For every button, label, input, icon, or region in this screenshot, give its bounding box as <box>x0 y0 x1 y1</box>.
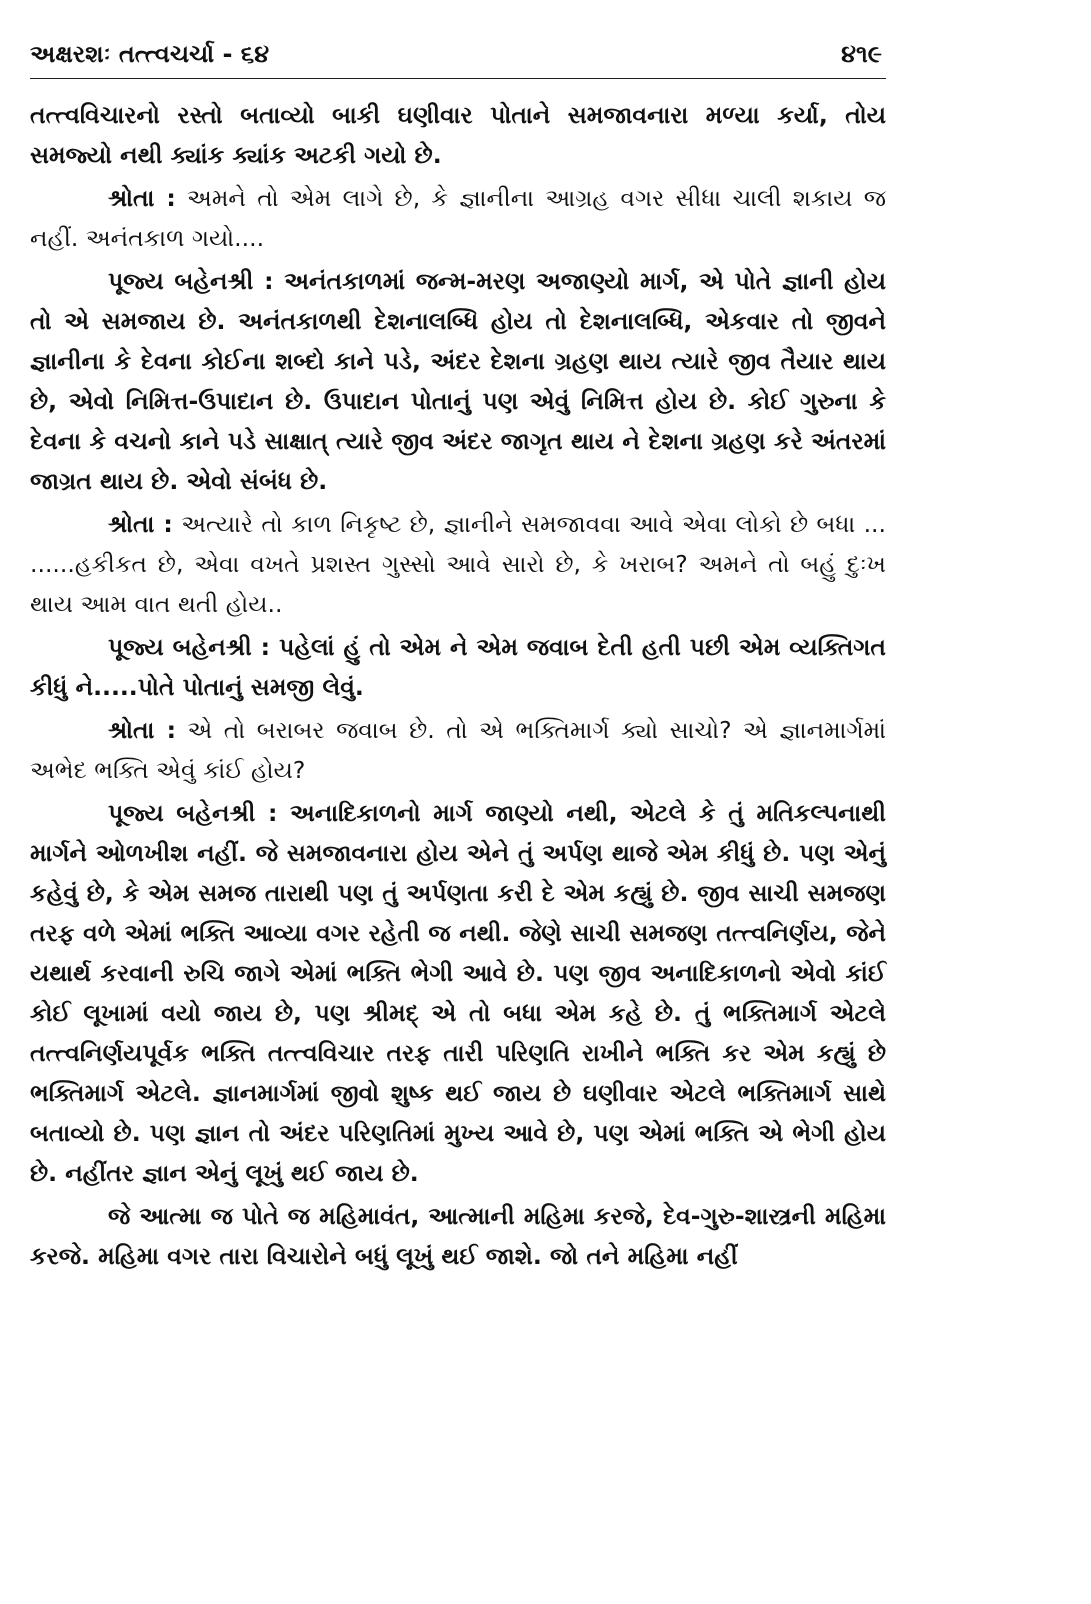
paragraph-continuation <box>30 95 886 175</box>
paragraph-text: તત્ત્વવિચારનો રસ્તો બતાવ્યો બાકી ઘણીવાર પોતાને સમજાવનારા મળ્યા કર્યા, તોય સમજ્યો નથી ક્યાંક ક્યાંક અટકી ગયો છે. <box>30 101 886 169</box>
paragraph-text: અનાદિકાળનો માર્ગ જાણ્યો નથી, એટલે કે તું મતિકલ્પનાથી માર્ગને ઓળખીશ નહીં. જે સમજાવનારા હોય એને તું અર્પણ થાજે એમ કીધું છે. પણ એનું કહેવું છે, કે એમ સમજ તારાથી પણ તું અર્પણતા કરી દે એમ કહ્યું છે. જીવ સાચી સમજણ તરફ વળે એમાં ભક્તિ આવ્યા વગર રહેતી જ નથી. જેણે સાચી સમજણ તત્ત્વનિર્ણય, જેને યથાર્થ કરવાની રુચિ જાગે એમાં ભક્તિ ભેગી આવે છે. પણ જીવ અનાદિકાળનો એવો કાંઈ કોઈ લૂખામાં વયો જાય છે, પણ શ્રીમદ્ એ તો બધા એમ કહે છે. તું ભક્તિમાર્ગ એટલે તત્ત્વનિર્ણયપૂર્વક ભક્તિ તત્ત્વવિચાર તરફ તારી પરિણતિ રાખીને ભક્તિ કર એમ કહ્યું છે ભક્તિમાર્ગ એટલે. જ્ઞાનમાર્ગમાં જીવો શુષ્ક થઈ જાય છે ઘણીવાર એટલે ભક્તિમાર્ગ સાથે બતાવ્યો છે. પણ જ્ઞાન તો અંદર પરિણતિમાં મુખ્ય આવે છે, પણ એમાં ભક્તિ એ ભેગી હોય છે. નહીંતર જ્ઞાન એનું લૂખું થઈ જાય છે. <box>30 799 886 1187</box>
page-number: ૪૧૯ <box>841 40 882 68</box>
listener-paragraph <box>30 710 886 790</box>
paragraph-text: પહેલાં હું તો એમ ને એમ જવાબ દેતી હતી પછી એમ વ્યક્તિગત કીધું ને.....પોતે પોતાનું સમજી લેવું. <box>30 633 887 701</box>
speaker-label: શ્રોતા : <box>108 510 173 538</box>
speaker-label: પૂજ્ય બહેનશ્રી : <box>108 267 274 295</box>
paragraph-closing <box>30 1196 886 1276</box>
page-body <box>30 95 886 1276</box>
bahenshri-paragraph <box>30 627 886 707</box>
speaker-label: શ્રોતા : <box>108 716 176 744</box>
running-title: અક્ષરશઃ તત્ત્વચર્ચા - ૬૪ <box>30 40 270 68</box>
speaker-label: પૂજ્ય બહેનશ્રી : <box>108 633 271 661</box>
speaker-label: પૂજ્ય બહેનશ્રી : <box>108 799 278 827</box>
paragraph-text: એ તો બરાબર જવાબ છે. તો એ ભક્તિમાર્ગ ક્યો સાચો? એ જ્ઞાનમાર્ગમાં અભેદ ભક્તિ એવું કાંઈ હોય? <box>30 716 886 784</box>
running-header <box>30 40 886 79</box>
book-page <box>30 40 886 1279</box>
paragraph-text: અમને તો એમ લાગે છે, કે જ્ઞાનીના આગ્રહ વગર સીધા ચાલી શકાય જ નહીં. અનંતકાળ ગયો.... <box>30 184 886 252</box>
speaker-label: શ્રોતા : <box>108 184 176 212</box>
bahenshri-paragraph <box>30 261 886 501</box>
bahenshri-paragraph <box>30 793 886 1193</box>
listener-paragraph <box>30 504 886 624</box>
listener-paragraph <box>30 178 886 258</box>
paragraph-text: અનંતકાળમાં જન્મ-મરણ અજાણ્યો માર્ગ, એ પોતે જ્ઞાની હોય તો એ સમજાય છે. અનંતકાળથી દેશનાલબ્ધિ હોય તો દેશનાલબ્ધિ, એકવાર તો જીવને જ્ઞાનીના કે દેવના કોઈના શબ્દો કાને પડે, અંદર દેશના ગ્રહણ થાય ત્યારે જીવ તૈયાર થાય છે, એવો નિમિત્ત-ઉપાદાન છે. ઉપાદાન પોતાનું પણ એવું નિમિત્ત હોય છે. કોઈ ગુરુના કે દેવના કે વચનો કાને પડે સાક્ષાત્ ત્યારે જીવ અંદર જાગૃત થાય ને દેશના ગ્રહણ કરે અંતરમાં જાગ્રત થાય છે. એવો સંબંધ છે. <box>30 267 886 495</box>
paragraph-text: જે આત્મા જ પોતે જ મહિમાવંત, આત્માની મહિમા કરજે, દેવ-ગુરુ-શાસ્ત્રની મહિમા કરજે. મહિમા વગર તારા વિચારોને બધું લૂખું થઈ જાશે. જો તને મહિમા નહીં <box>30 1202 886 1270</box>
paragraph-text: અત્યારે તો કાળ નિકૃષ્ટ છે, જ્ઞાનીને સમજાવવા આવે એવા લોકો છે બધા ... ......હકીકત છે, એવા વખતે પ્રશસ્ત ગુસ્સો આવે સારો છે, કે ખરાબ? અમને તો બહું દુઃખ થાય આમ વાત થતી હોય.. <box>30 510 886 618</box>
